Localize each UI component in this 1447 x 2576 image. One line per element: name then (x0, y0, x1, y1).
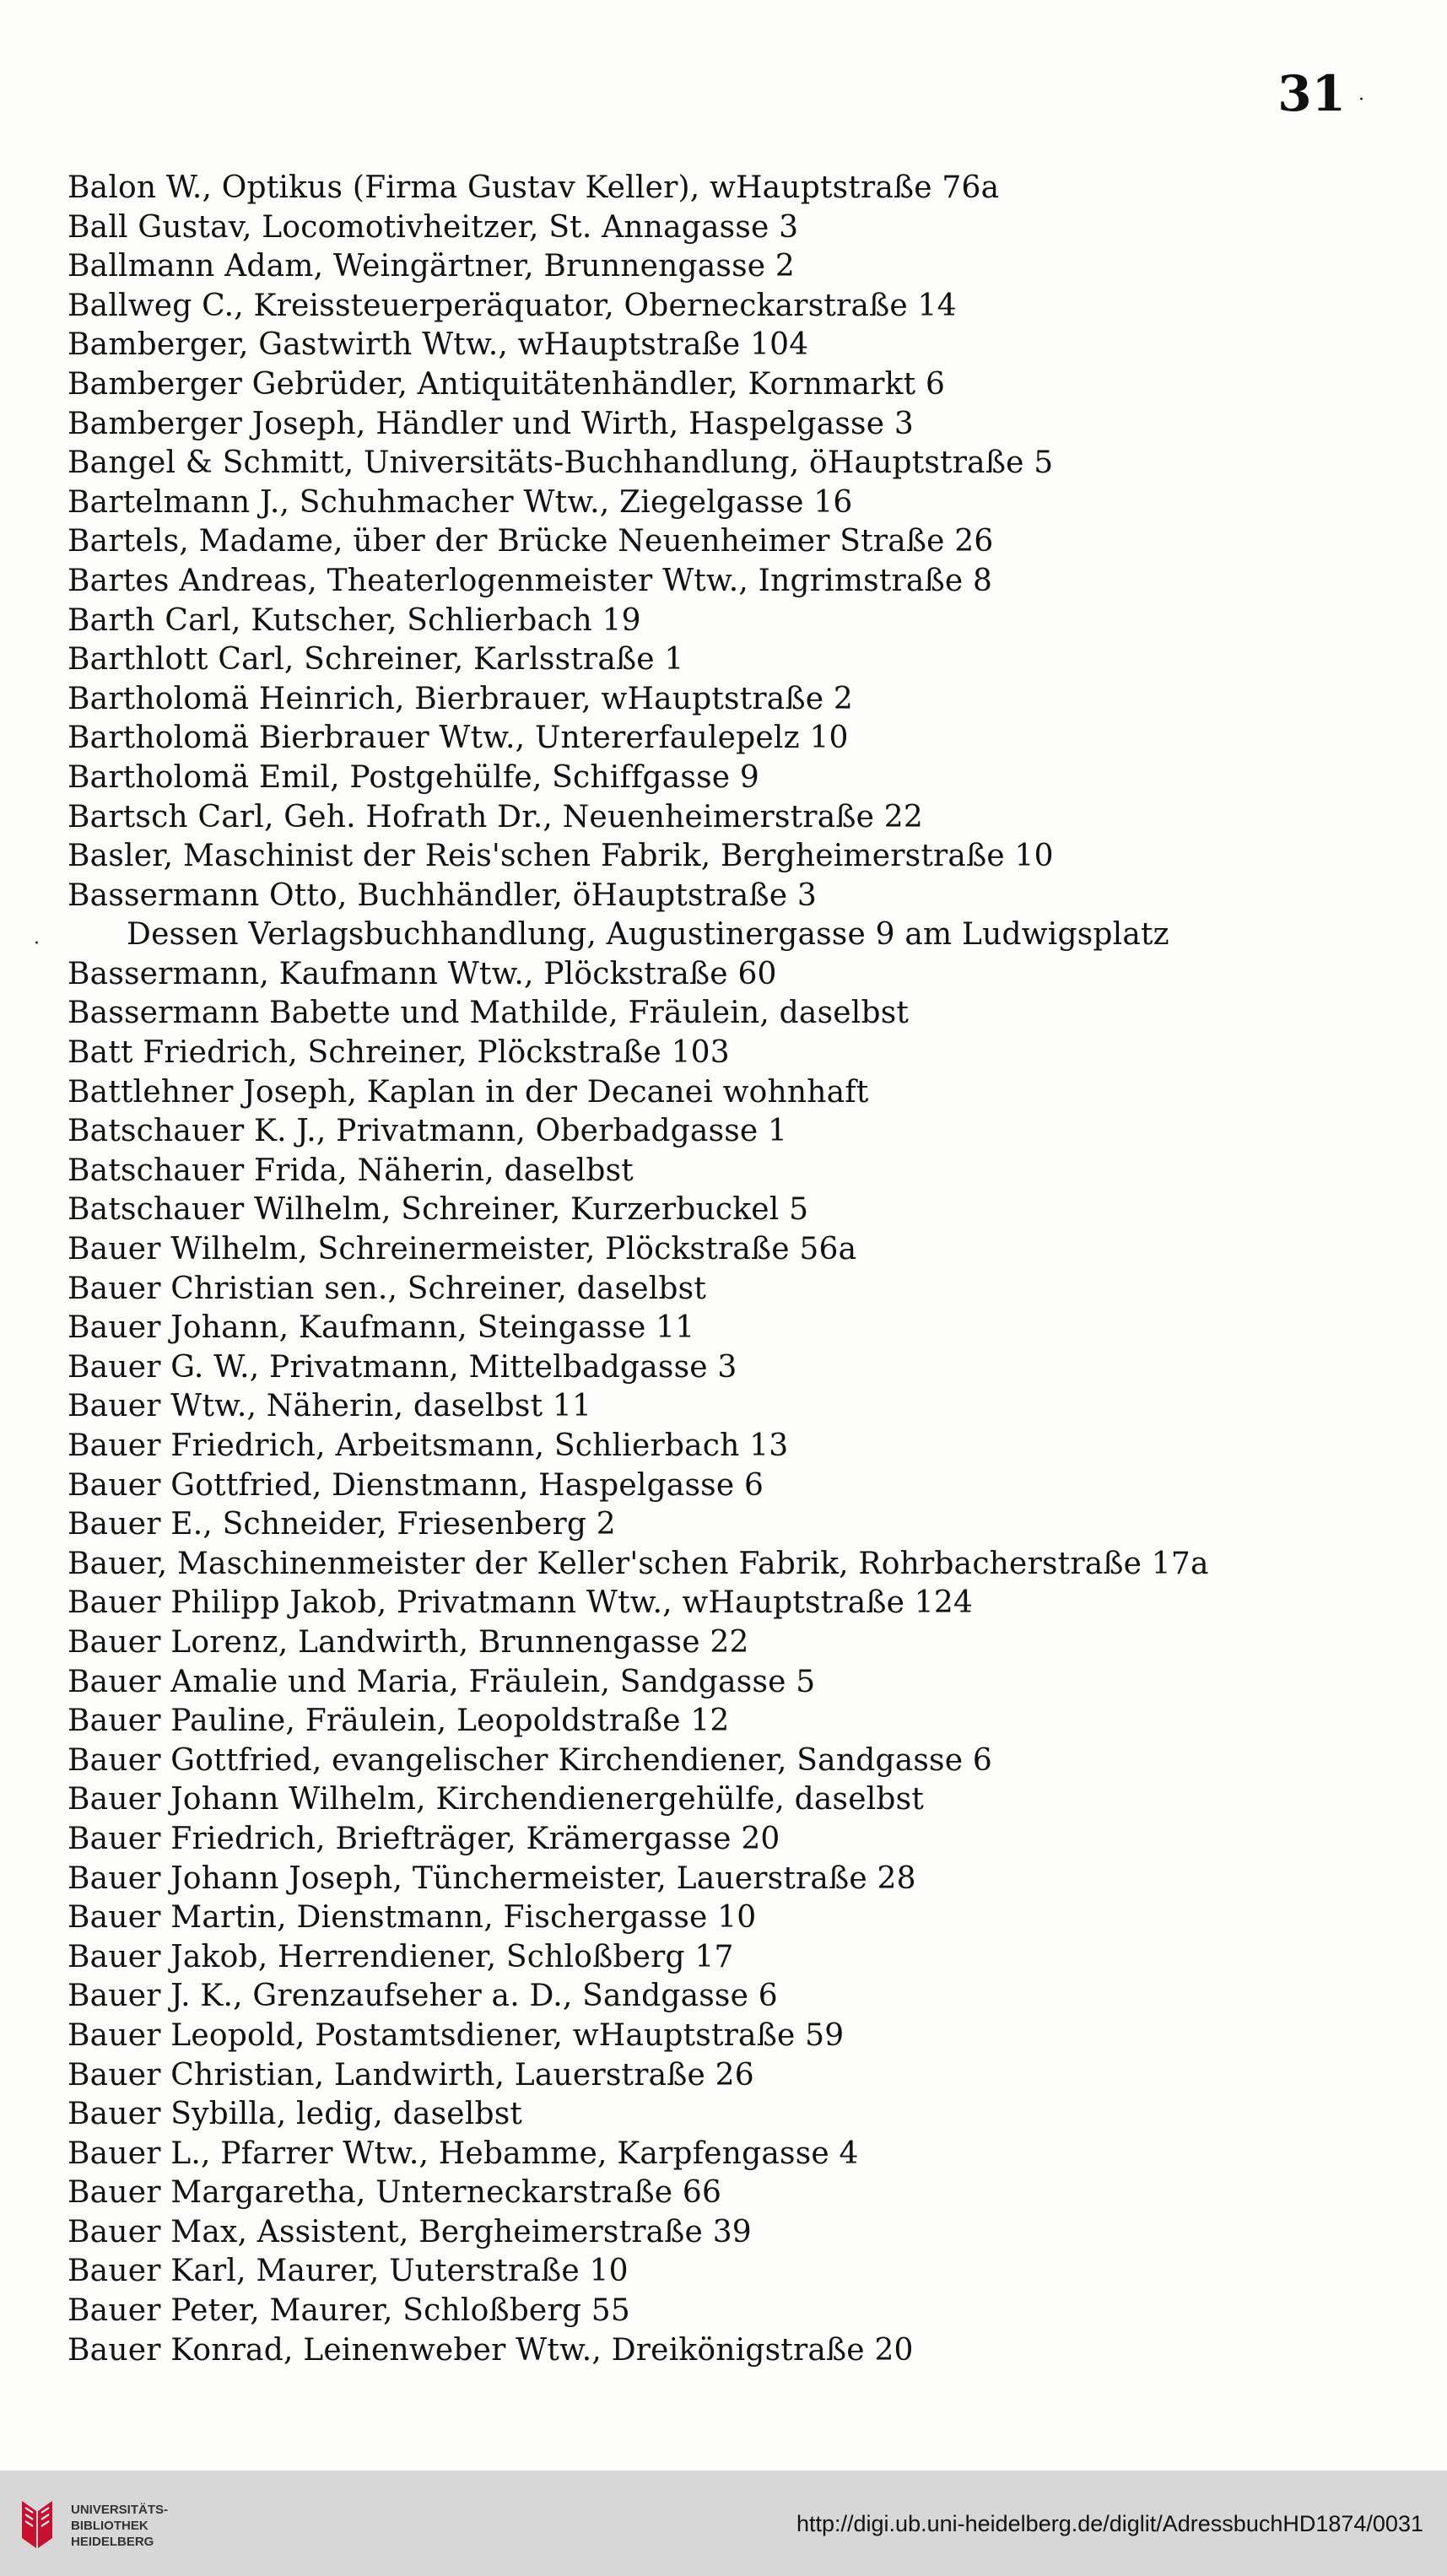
directory-entry: Bauer Philipp Jakob, Privatmann Wtw., wHauptstraße 124 (67, 1585, 974, 1621)
page-number: 31 (1277, 65, 1346, 122)
directory-entry: Bauer Johann, Kaufmann, Steingasse 11 (67, 1310, 695, 1346)
directory-entry: Bauer Friedrich, Briefträger, Krämergasse 20 (67, 1821, 780, 1856)
directory-entry: Bauer Johann Joseph, Tünchermeister, Lauerstraße 28 (67, 1860, 916, 1896)
directory-entry: Barthlott Carl, Schreiner, Karlsstraße 1 (67, 642, 684, 678)
directory-entry: Bauer Lorenz, Landwirth, Brunnengasse 22 (67, 1624, 749, 1660)
directory-entry: Bauer G. W., Privatmann, Mittelbadgasse 3 (67, 1349, 737, 1385)
directory-entry: Bartelmann J., Schuhmacher Wtw., Ziegelgasse 16 (67, 484, 853, 520)
viewer-footer-bar (0, 2471, 1447, 2576)
directory-entry: Bartholomä Heinrich, Bierbrauer, wHauptstraße 2 (67, 681, 853, 716)
directory-entry: Bangel & Schmitt, Universitäts-Buchhandlung, öHauptstraße 5 (67, 446, 1054, 481)
directory-entry: Barth Carl, Kutscher, Schlierbach 19 (67, 602, 641, 638)
heidelberg-university-library-icon (15, 2496, 59, 2555)
directory-entry: Bartsch Carl, Geh. Hofrath Dr., Neuenheimerstraße 22 (67, 799, 923, 834)
directory-entry: Bauer Jakob, Herrendiener, Schloßberg 17 (67, 1939, 734, 1974)
directory-entry: Batschauer Frida, Näherin, daselbst (67, 1153, 634, 1188)
directory-entry: Balon W., Optikus (Firma Gustav Keller), wHauptstraße 76a (67, 170, 1000, 205)
directory-entry: Batschauer K. J., Privatmann, Oberbadgasse 1 (67, 1114, 788, 1149)
directory-entry: Bauer Sybilla, ledig, daselbst (67, 2097, 523, 2132)
directory-entry: Batt Friedrich, Schreiner, Plöckstraße 103 (67, 1035, 730, 1071)
directory-entry: Bauer Karl, Maurer, Uuterstraße 10 (67, 2254, 629, 2289)
directory-entry: Bauer Margaretha, Unterneckarstraße 66 (67, 2175, 722, 2211)
directory-entry: Ballweg C., Kreissteuerperäquator, Oberneckarstraße 14 (67, 288, 957, 323)
directory-entry: Bartels, Madame, über der Brücke Neuenheimer Straße 26 (67, 524, 994, 559)
directory-entry: Bassermann Otto, Buchhändler, öHauptstraße 3 (67, 878, 817, 913)
directory-entry: Bauer Wtw., Näherin, daselbst 11 (67, 1389, 592, 1424)
library-logo[interactable] (15, 2487, 192, 2563)
directory-entry: Bauer Johann Wilhelm, Kirchendienergehülfe, daselbst (67, 1782, 925, 1817)
directory-entry: Bauer Friedrich, Arbeitsmann, Schlierbach 13 (67, 1428, 789, 1463)
directory-entry: Bassermann, Kaufmann Wtw., Plöckstraße 60 (67, 956, 777, 991)
directory-entry: Bartholomä Emil, Postgehülfe, Schiffgasse 9 (67, 759, 760, 795)
directory-entry: Bauer Peter, Maurer, Schloßberg 55 (67, 2293, 630, 2329)
directory-entry: Bauer Gottfried, Dienstmann, Haspelgasse 6 (67, 1467, 764, 1503)
directory-entry: Bassermann Babette und Mathilde, Fräulein, daselbst (67, 996, 910, 1031)
directory-entry: Bauer Amalie und Maria, Fräulein, Sandgasse 5 (67, 1664, 816, 1699)
directory-entry: Bauer E., Schneider, Friesenberg 2 (67, 1507, 616, 1542)
directory-entry: Bauer J. K., Grenzaufseher a. D., Sandgasse 6 (67, 1979, 778, 2014)
directory-entry: Bauer, Maschinenmeister der Keller'schen Fabrik, Rohrbacherstraße 17a (67, 1546, 1209, 1581)
library-name-line: BIBLIOTHEK (71, 2518, 148, 2533)
library-name-line: HEIDELBERG (71, 2534, 154, 2549)
source-url-link[interactable]: http://digi.ub.uni-heidelberg.de/diglit/AdressbuchHD1874/0031 (796, 2511, 1423, 2536)
directory-entry: Battlehner Joseph, Kaplan in der Decanei wohnhaft (67, 1074, 869, 1110)
directory-entry: Bauer Gottfried, evangelischer Kirchendiener, Sandgasse 6 (67, 1742, 992, 1778)
directory-entry: Basler, Maschinist der Reis'schen Fabrik, Bergheimerstraße 10 (67, 839, 1054, 874)
directory-entry: Bauer Wilhelm, Schreinermeister, Plöckstraße 56a (67, 1232, 857, 1267)
directory-entry: Bamberger Joseph, Händler und Wirth, Haspelgasse 3 (67, 406, 914, 441)
directory-entry: Bamberger, Gastwirth Wtw., wHauptstraße 104 (67, 327, 809, 363)
directory-entry: Ballmann Adam, Weingärtner, Brunnengasse 2 (67, 249, 795, 284)
directory-entry-list (67, 169, 1384, 2370)
library-name (71, 2502, 168, 2550)
margin-mark: · (34, 933, 40, 954)
directory-entry: Ball Gustav, Locomotivheitzer, St. Annagasse 3 (67, 209, 799, 245)
directory-entry: Bauer Max, Assistent, Bergheimerstraße 39 (67, 2214, 752, 2249)
directory-entry: Bauer Martin, Dienstmann, Fischergasse 10 (67, 1900, 757, 1936)
directory-entry: Bartes Andreas, Theaterlogenmeister Wtw., Ingrimstraße 8 (67, 563, 993, 598)
directory-entry: Bauer Pauline, Fräulein, Leopoldstraße 12 (67, 1704, 730, 1739)
directory-entry: Batschauer Wilhelm, Schreiner, Kurzerbuckel 5 (67, 1192, 809, 1228)
directory-entry: Bauer L., Pfarrer Wtw., Hebamme, Karpfengasse 4 (67, 2136, 859, 2171)
directory-entry: Bauer Konrad, Leinenweber Wtw., Dreikönigstraße 20 (67, 2332, 914, 2368)
library-name-line: UNIVERSITÄTS- (71, 2502, 169, 2517)
directory-entry: Bartholomä Bierbrauer Wtw., Untererfaulepelz 10 (67, 721, 849, 756)
directory-entry: Bauer Christian, Landwirth, Lauerstraße 26 (67, 2057, 754, 2093)
directory-entry: Bamberger Gebrüder, Antiquitätenhändler, Kornmarkt 6 (67, 366, 946, 402)
directory-entry: Dessen Verlagsbuchhandlung, Augustinergasse 9 am Ludwigsplatz (127, 917, 1169, 953)
directory-entry: Bauer Christian sen., Schreiner, daselbst (67, 1271, 707, 1306)
directory-entry: Bauer Leopold, Postamtsdiener, wHauptstraße 59 (67, 2017, 845, 2053)
corner-mark: · (1358, 89, 1364, 111)
